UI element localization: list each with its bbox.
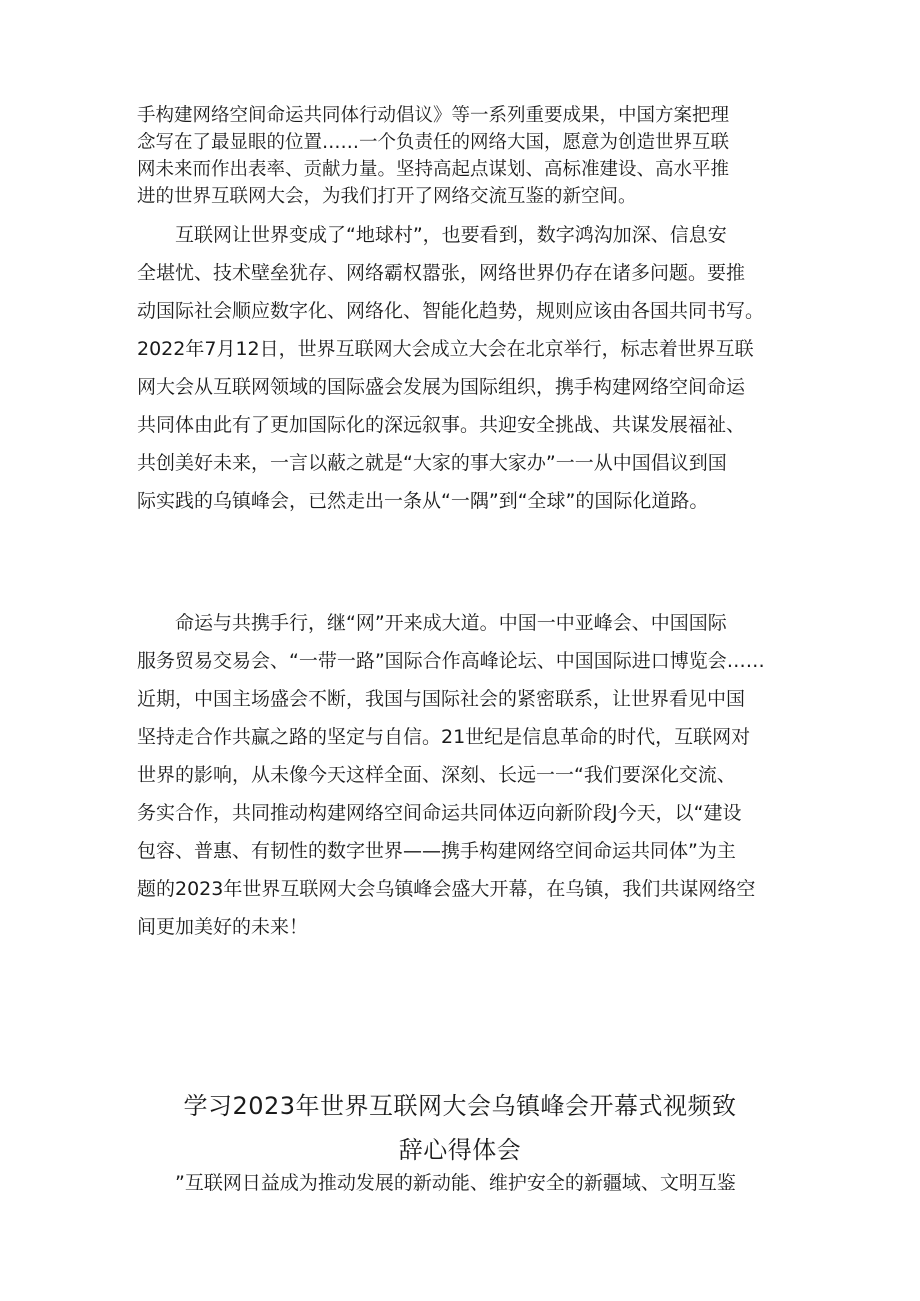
text-line: 命运与共携手行，继“网”开来成大道。中国一中亚峰会、中国国际 xyxy=(175,612,727,634)
text-line: 坚持走合作共赢之路的坚定与自信。21世纪是信息革命的时代，互联网对 xyxy=(137,726,751,748)
text-line: 互联网让世界变成了“地球村”，也要看到，数字鸿沟加深、信息安 xyxy=(175,224,727,246)
text-line: 题的2023年世界互联网大会乌镇峰会盛大开幕，在乌镇，我们共谋网络空 xyxy=(137,878,756,900)
text-line: 网大会从互联网领域的国际盛会发展为国际组织，携手构建网络空间命运 xyxy=(137,376,746,398)
heading-line: 学习2023年世界互联网大会乌镇峰会开幕式视频致 xyxy=(183,1092,737,1120)
text-line: 服务贸易交易会、“一带一路”国际合作高峰论坛、中国国际进口博览会…… xyxy=(137,650,765,672)
text-line: 务实合作，共同推动构建网络空间命运共同体迈向新阶段J今天，以“建设 xyxy=(137,802,742,824)
text-line: 共同体由此有了更加国际化的深远叙事。共迎安全挑战、共谋发展福祉、 xyxy=(137,414,746,436)
text-line: 际实践的乌镇峰会，已然走出一条从“一隅”到“全球”的国际化道路。 xyxy=(137,490,709,512)
section-heading xyxy=(120,1084,800,1172)
text-line: 间更加美好的未来！ xyxy=(137,916,309,938)
text-line: ”互联网日益成为推动发展的新动能、维护安全的新疆域、文明互鉴 xyxy=(175,1172,736,1194)
paragraph-3 xyxy=(137,604,787,946)
text-line: 包容、普惠、有韧性的数字世界——携手构建网络空间命运共同体”为主 xyxy=(137,840,736,862)
paragraph-2 xyxy=(137,216,787,520)
text-line: 网未来而作出表率、贡献力量。坚持高起点谋划、高标准建设、高水平推 xyxy=(137,159,730,180)
text-line: 世界的影响，从未像今天这样全面、深刻、长远一一“我们要深化交流、 xyxy=(137,764,736,786)
heading-line: 辞心得体会 xyxy=(398,1136,522,1164)
text-line: 动国际社会顺应数字化、网络化、智能化趋势，规则应该由各国共同书写。 xyxy=(137,300,765,322)
text-line: 念写在了最显眼的位置……一个负责任的网络大国，愿意为创造世界互联 xyxy=(137,132,730,153)
paragraph-1 xyxy=(137,102,787,210)
text-line: 共创美好未来，一言以蔽之就是“大家的事大家办”一一从中国倡议到国 xyxy=(137,452,727,474)
text-line: 全堪忧、技术壁垒犹存、网络霸权嚣张，网络世界仍存在诸多问题。要推 xyxy=(137,262,746,284)
text-line: 进的世界互联网大会，为我们打开了网络交流互鉴的新空间。 xyxy=(137,186,637,207)
paragraph-4 xyxy=(137,1164,787,1202)
text-line: 手构建网络空间命运共同体行动倡议》等一系列重要成果，中国方案把理 xyxy=(137,105,730,126)
text-line: 2022年7月12日，世界互联网大会成立大会在北京举行，标志着世界互联 xyxy=(137,338,754,360)
text-line: 近期，中国主场盛会不断，我国与国际社会的紧密联系，让世界看见中国 xyxy=(137,688,746,710)
